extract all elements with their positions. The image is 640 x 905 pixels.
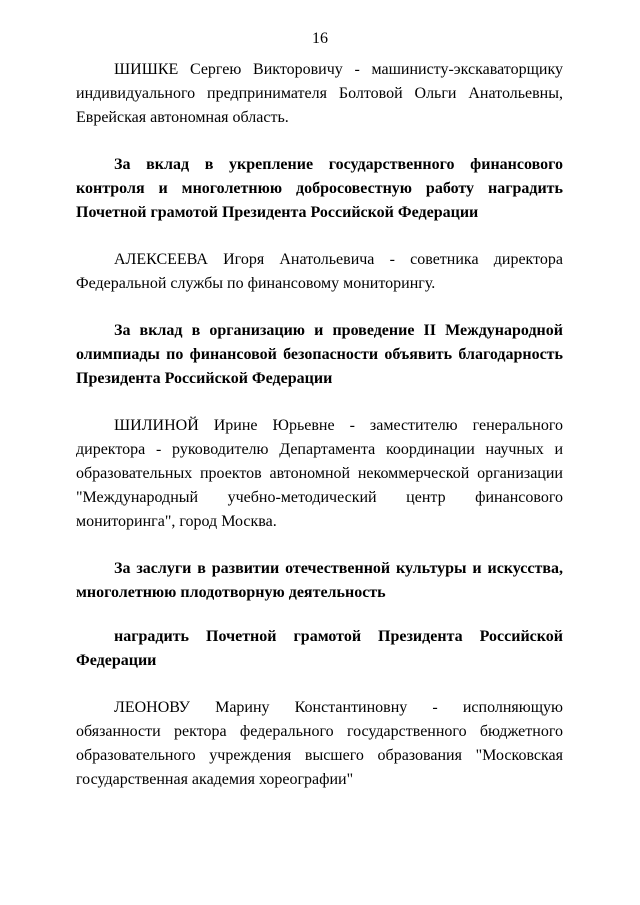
document-body (76, 58, 563, 792)
award-heading-state-financial-control: За вклад в укрепление государственного финансового контроля и многолетнюю добросовестную работу наградить Почетной грамотой Президента Российской Федерации (76, 156, 563, 221)
awardee-alekseev: АЛЕКСЕЕВА Игоря Анатольевича - советника директора Федеральной службы по финансовому мониторингу. (76, 251, 563, 292)
award-heading-financial-security-olympiad: За вклад в организацию и проведение II Международной олимпиады по финансовой безопасности объявить благодарность Президента Российской Федерации (76, 322, 563, 387)
page-number: 16 (312, 30, 328, 47)
awardee-leonova: ЛЕОНОВУ Марину Константиновну - исполняющую обязанности ректора федерального государственного бюджетного образовательного учреждения высшего образования "Московская государственная академия хореографии" (76, 699, 563, 788)
award-heading-certificate-of-honor: наградить Почетной грамотой Президента Российской Федерации (76, 628, 563, 669)
award-heading-culture-and-arts: За заслуги в развитии отечественной культуры и искусства, многолетнюю плодотворную деятельность (76, 560, 563, 601)
awardee-shilina: ШИЛИНОЙ Ирине Юрьевне - заместителю генерального директора - руководителю Департамента координации научных и образовательных проектов автономной некоммерческой организации "Международный учебно-методический центр финансового мониторинга", город Москва. (76, 417, 563, 530)
awardee-shishke: ШИШКЕ Сергею Викторовичу - машинисту-экскаваторщику индивидуального предпринимателя Болтовой Ольги Анатольевны, Еврейская автономная область. (76, 61, 563, 126)
